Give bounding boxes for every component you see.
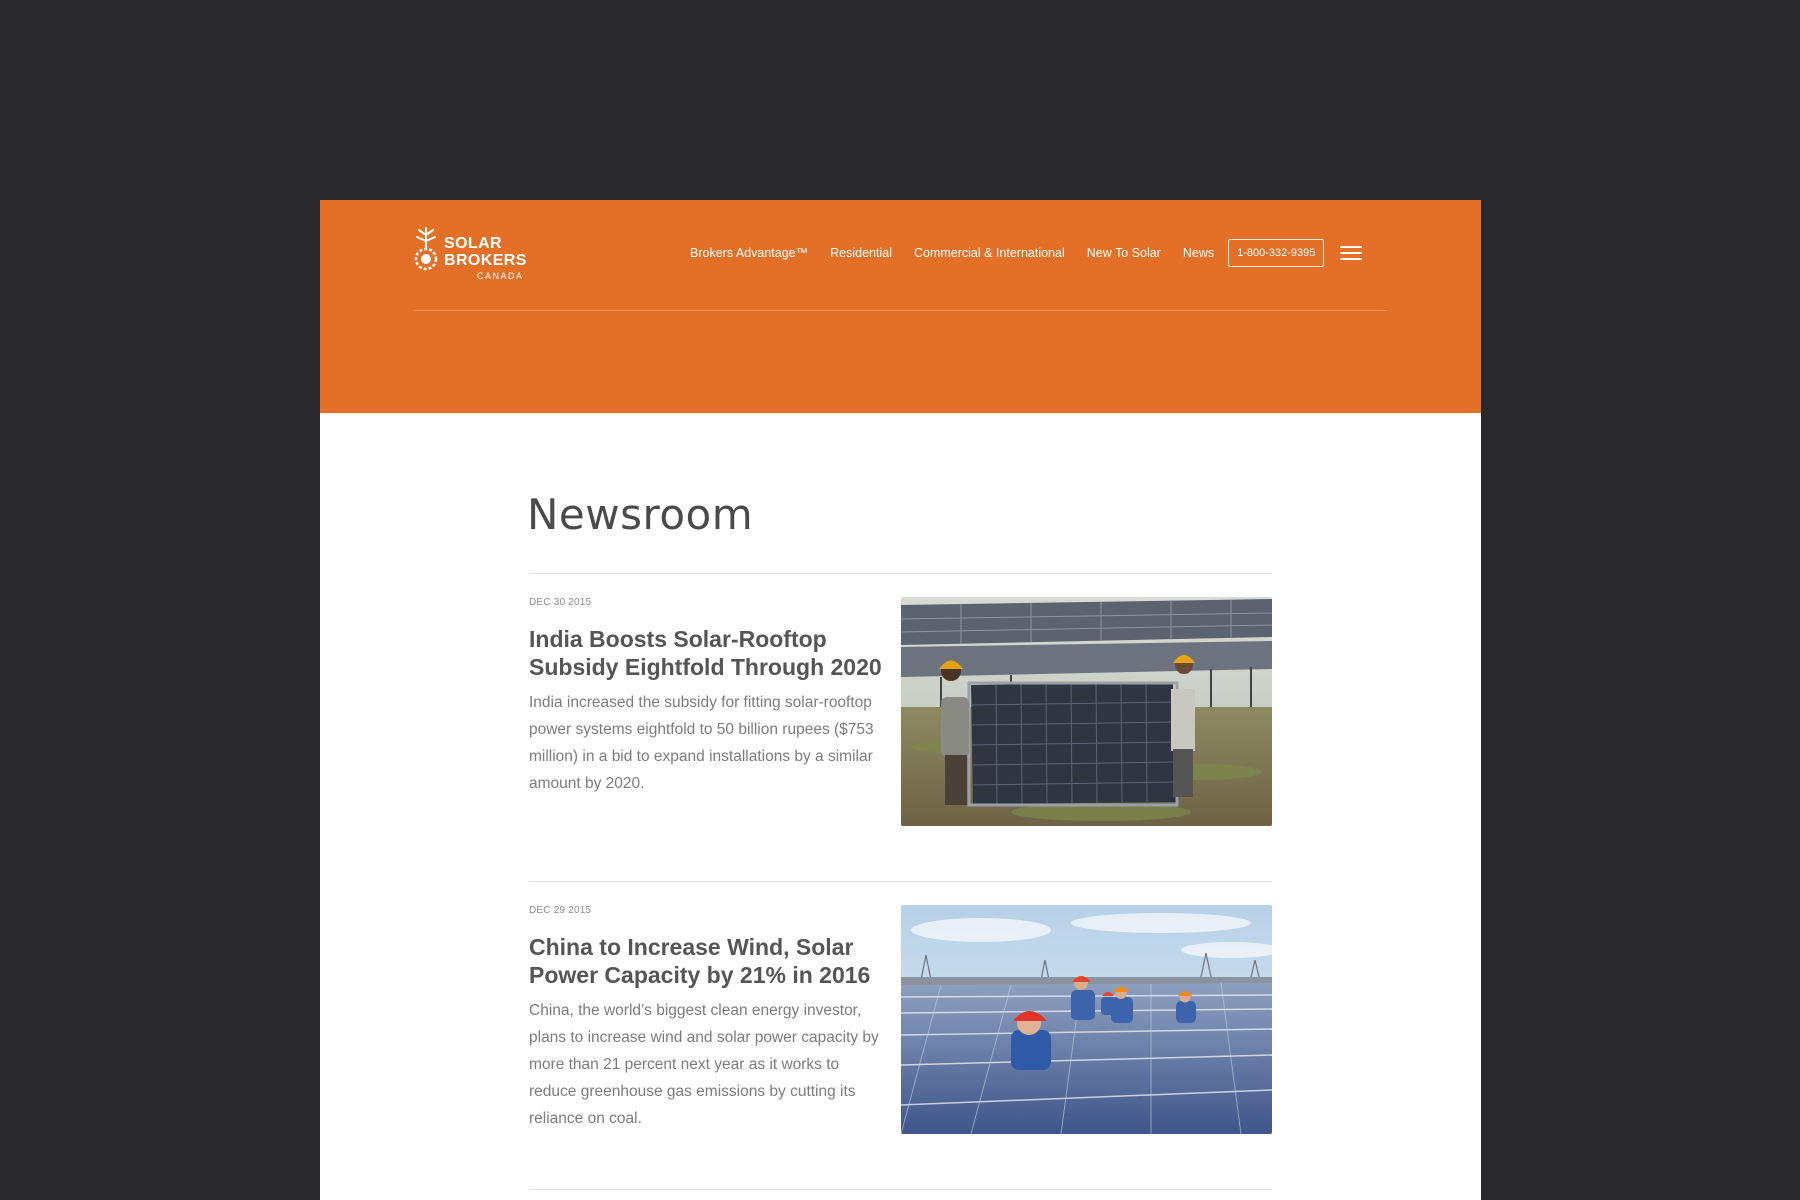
article-title[interactable]: China to Increase Wind, Solar Power Capacity by 21% in 2016: [529, 934, 871, 988]
nav-new-to-solar[interactable]: New To Solar: [1086, 246, 1161, 260]
header-banner: [320, 200, 1481, 413]
article-text: [529, 905, 889, 1132]
article-card[interactable]: [529, 597, 1272, 827]
hamburger-menu-icon[interactable]: [1340, 244, 1362, 262]
article-date: DEC 30 2015: [529, 597, 592, 608]
nav-news[interactable]: News: [1182, 246, 1215, 260]
brand-line-solar: SOLAR: [444, 235, 502, 252]
article-title[interactable]: India Boosts Solar-Rooftop Subsidy Eightfold Through 2020: [529, 626, 882, 680]
divider: [529, 1189, 1272, 1190]
nav-brokers-advantage[interactable]: Brokers Advantage™: [690, 246, 809, 260]
sunflower-tree-icon: [413, 225, 443, 281]
article-image-workers-solar-field[interactable]: [901, 905, 1272, 1134]
brand-line-canada: CANADA: [477, 271, 524, 281]
nav-residential[interactable]: Residential: [830, 246, 892, 260]
article-summary: China, the world’s biggest clean energy investor, plans to increase wind and solar power capacity by more than 21 percent next year as it works to reduce greenhouse gas emissions by cutting its reliance on coal.: [529, 1002, 879, 1127]
article-date: DEC 29 2015: [529, 905, 592, 916]
header-divider: [414, 310, 1387, 311]
article-text: [529, 597, 889, 797]
divider: [529, 881, 1272, 882]
site-frame: [320, 200, 1481, 1200]
divider: [529, 573, 1272, 574]
article-card[interactable]: [529, 905, 1272, 1135]
brand-line-brokers: BROKERS: [444, 252, 527, 269]
article-summary: India increased the subsidy for fitting solar-rooftop power systems eightfold to 50 billion rupees ($753 million) in a bid to expand installations by a similar amount by 2020.: [529, 694, 874, 792]
newsroom-content: [527, 490, 1272, 1127]
phone-button[interactable]: 1-800-332-9395: [1228, 239, 1324, 267]
article-image-workers-solar-panel[interactable]: [901, 597, 1272, 826]
page-title: Newsroom: [527, 490, 754, 539]
brand-logo[interactable]: [413, 225, 543, 285]
nav-commercial-international[interactable]: Commercial & International: [913, 246, 1065, 260]
main-nav: [690, 239, 1362, 267]
